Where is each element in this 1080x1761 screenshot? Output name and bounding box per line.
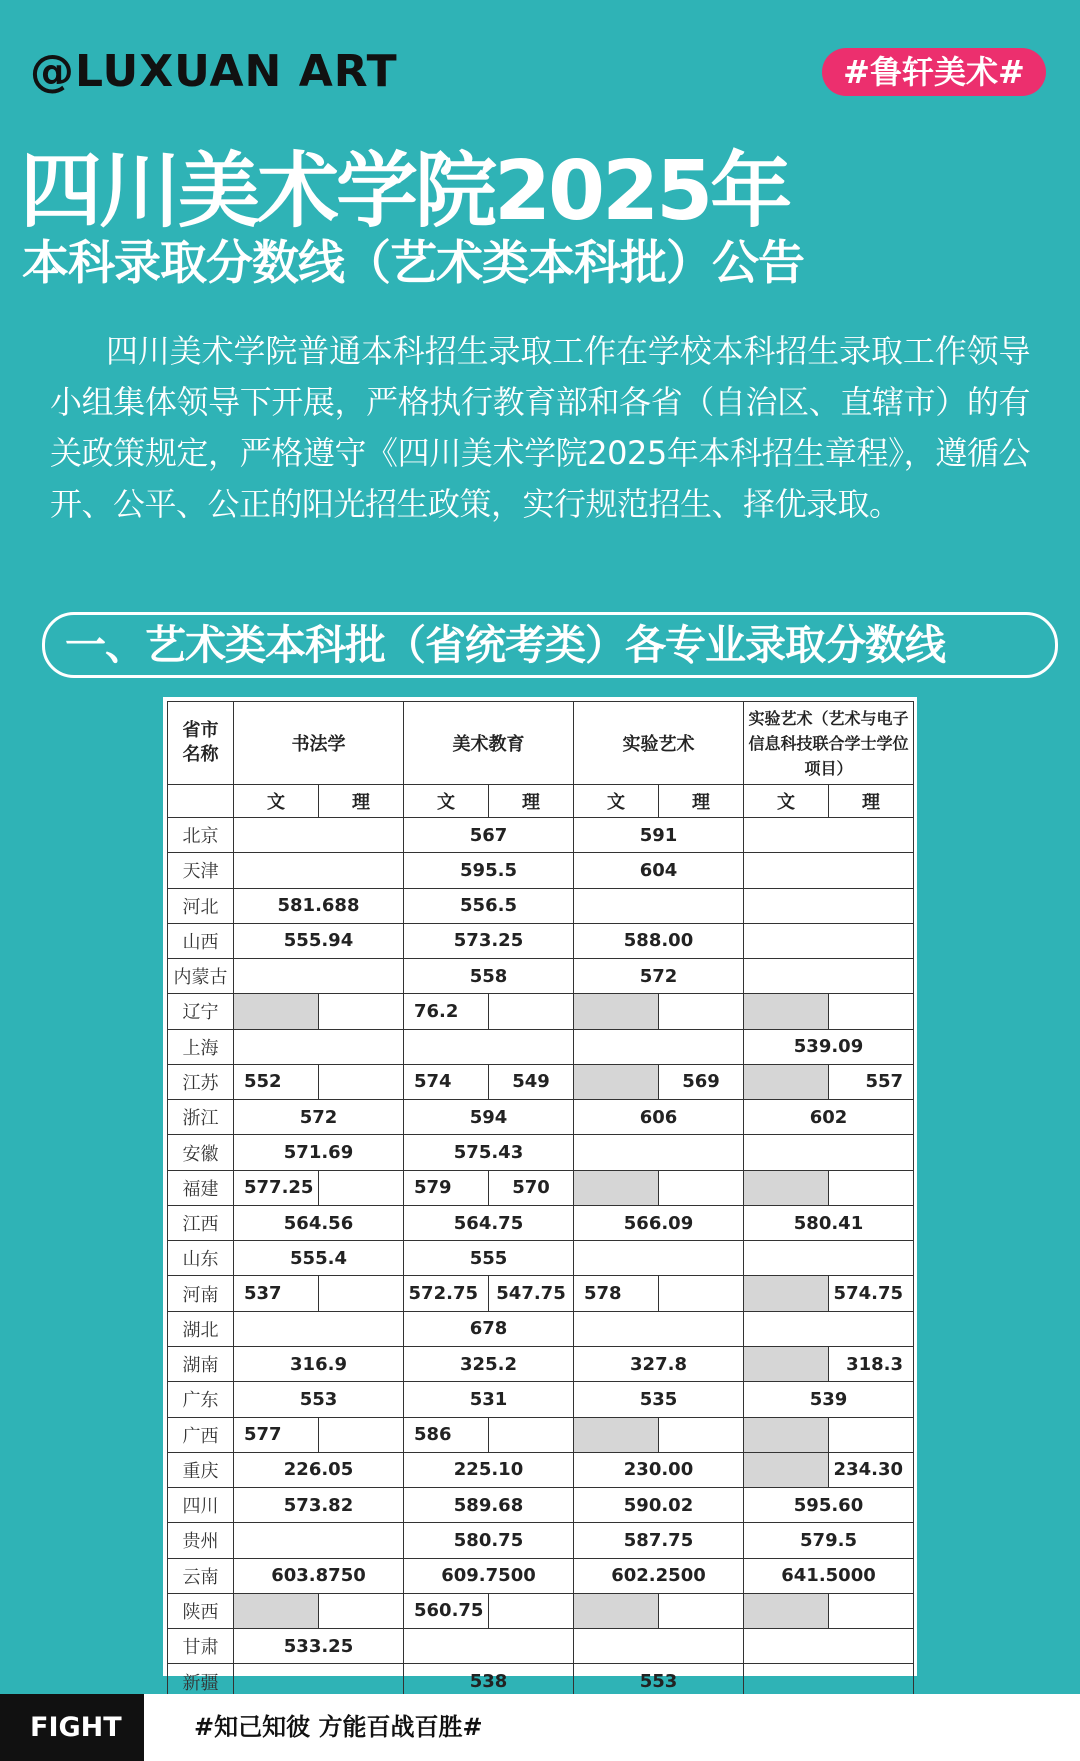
score-cell: 578 — [574, 1276, 659, 1311]
hashtag-badge: #鲁轩美术# — [822, 48, 1046, 96]
empty-cell — [744, 1311, 914, 1346]
table-row — [168, 1170, 914, 1205]
score-cell: 325.2 — [404, 1346, 574, 1381]
score-table — [167, 701, 914, 1700]
empty-cell — [744, 888, 914, 923]
major-header: 书法学 — [234, 702, 404, 785]
empty-cell — [744, 818, 914, 853]
table-row — [168, 1452, 914, 1487]
province-cell: 湖南 — [168, 1346, 234, 1381]
score-cell: 594 — [404, 1100, 574, 1135]
score-cell: 537 — [234, 1276, 319, 1311]
table-row — [168, 1417, 914, 1452]
score-cell: 316.9 — [234, 1346, 404, 1381]
empty-cell — [404, 1629, 574, 1664]
score-cell: 560.75 — [404, 1593, 489, 1628]
empty-cell — [489, 994, 574, 1029]
score-cell: 577 — [234, 1417, 319, 1452]
empty-cell — [489, 1417, 574, 1452]
empty-cell — [168, 785, 234, 818]
score-cell: 533.25 — [234, 1629, 404, 1664]
score-cell: 588.00 — [574, 923, 744, 958]
score-cell: 581.688 — [234, 888, 404, 923]
score-cell: 586 — [404, 1417, 489, 1452]
score-cell: 556.5 — [404, 888, 574, 923]
score-cell: 606 — [574, 1100, 744, 1135]
empty-cell — [659, 1417, 744, 1452]
score-cell: 225.10 — [404, 1452, 574, 1487]
empty-cell — [574, 1417, 659, 1452]
table-row — [168, 1241, 914, 1276]
empty-cell — [574, 1629, 744, 1664]
empty-cell — [829, 1593, 914, 1628]
empty-cell — [744, 1170, 829, 1205]
province-cell: 福建 — [168, 1170, 234, 1205]
sub-header-li: 理 — [319, 785, 404, 818]
corner-header: 省市名称 — [168, 702, 234, 785]
empty-cell — [744, 1593, 829, 1628]
footer-bar — [0, 1694, 1080, 1761]
empty-cell — [234, 1029, 404, 1064]
score-cell: 603.8750 — [234, 1558, 404, 1593]
score-cell: 555.4 — [234, 1241, 404, 1276]
score-cell: 580.41 — [744, 1205, 914, 1240]
empty-cell — [659, 994, 744, 1029]
province-cell: 山东 — [168, 1241, 234, 1276]
province-cell: 上海 — [168, 1029, 234, 1064]
score-cell: 641.5000 — [744, 1558, 914, 1593]
score-cell: 567 — [404, 818, 574, 853]
table-row — [168, 1135, 914, 1170]
score-cell: 566.09 — [574, 1205, 744, 1240]
province-cell: 辽宁 — [168, 994, 234, 1029]
empty-cell — [574, 1311, 744, 1346]
empty-cell — [404, 1029, 574, 1064]
score-cell: 535 — [574, 1382, 744, 1417]
province-cell: 四川 — [168, 1488, 234, 1523]
score-cell: 531 — [404, 1382, 574, 1417]
score-cell: 573.82 — [234, 1488, 404, 1523]
empty-cell — [659, 1593, 744, 1628]
score-cell: 595.60 — [744, 1488, 914, 1523]
score-cell: 564.75 — [404, 1205, 574, 1240]
table-row — [168, 1205, 914, 1240]
empty-cell — [744, 1276, 829, 1311]
table-row — [168, 1029, 914, 1064]
empty-cell — [319, 1417, 404, 1452]
sub-header-wen: 文 — [574, 785, 659, 818]
empty-cell — [319, 994, 404, 1029]
score-cell: 678 — [404, 1311, 574, 1346]
province-cell: 广西 — [168, 1417, 234, 1452]
table-row — [168, 1593, 914, 1628]
province-cell: 湖北 — [168, 1311, 234, 1346]
score-cell: 327.8 — [574, 1346, 744, 1381]
brand-handle: @LUXUAN ART — [30, 46, 398, 97]
score-cell: 555 — [404, 1241, 574, 1276]
score-cell: 76.2 — [404, 994, 489, 1029]
table-row — [168, 1382, 914, 1417]
score-cell: 595.5 — [404, 853, 574, 888]
province-cell: 河南 — [168, 1276, 234, 1311]
score-cell: 552 — [234, 1064, 319, 1099]
score-cell: 580.75 — [404, 1523, 574, 1558]
score-cell: 590.02 — [574, 1488, 744, 1523]
empty-cell — [574, 1241, 744, 1276]
empty-cell — [744, 853, 914, 888]
score-cell: 549 — [489, 1064, 574, 1099]
empty-cell — [744, 1346, 829, 1381]
empty-cell — [659, 1276, 744, 1311]
empty-cell — [574, 1593, 659, 1628]
score-cell: 564.56 — [234, 1205, 404, 1240]
score-cell: 547.75 — [489, 1276, 574, 1311]
empty-cell — [234, 818, 404, 853]
score-cell: 558 — [404, 959, 574, 994]
empty-cell — [234, 1523, 404, 1558]
empty-cell — [744, 1135, 914, 1170]
table-header-row — [168, 702, 914, 785]
empty-cell — [744, 1629, 914, 1664]
empty-cell — [744, 923, 914, 958]
empty-cell — [744, 1064, 829, 1099]
table-row — [168, 994, 914, 1029]
empty-cell — [659, 1170, 744, 1205]
province-cell: 云南 — [168, 1558, 234, 1593]
province-cell: 山西 — [168, 923, 234, 958]
sub-header-li: 理 — [659, 785, 744, 818]
province-cell: 河北 — [168, 888, 234, 923]
table-row — [168, 853, 914, 888]
empty-cell — [744, 959, 914, 994]
empty-cell — [574, 1029, 744, 1064]
empty-cell — [319, 1593, 404, 1628]
province-cell: 贵州 — [168, 1523, 234, 1558]
score-cell: 571.69 — [234, 1135, 404, 1170]
score-cell: 557 — [829, 1064, 914, 1099]
sub-header-wen: 文 — [404, 785, 489, 818]
empty-cell — [744, 1452, 829, 1487]
empty-cell — [234, 853, 404, 888]
province-cell: 江苏 — [168, 1064, 234, 1099]
empty-cell — [744, 1417, 829, 1452]
page-title: 四川美术学院2025年 — [20, 144, 790, 239]
province-cell: 江西 — [168, 1205, 234, 1240]
province-cell: 浙江 — [168, 1100, 234, 1135]
score-cell: 574 — [404, 1064, 489, 1099]
score-cell: 604 — [574, 853, 744, 888]
score-cell: 226.05 — [234, 1452, 404, 1487]
empty-cell — [574, 888, 744, 923]
empty-cell — [319, 1276, 404, 1311]
score-cell: 539 — [744, 1382, 914, 1417]
score-cell: 230.00 — [574, 1452, 744, 1487]
province-cell: 广东 — [168, 1382, 234, 1417]
empty-cell — [744, 1241, 914, 1276]
empty-cell — [829, 994, 914, 1029]
table-row — [168, 1346, 914, 1381]
province-cell: 甘肃 — [168, 1629, 234, 1664]
sub-header-li: 理 — [489, 785, 574, 818]
score-cell: 573.25 — [404, 923, 574, 958]
major-header: 实验艺术（艺术与电子信息科技联合学士学位项目） — [744, 702, 914, 785]
score-cell: 572 — [234, 1100, 404, 1135]
table-row — [168, 1276, 914, 1311]
score-cell: 538 — [404, 1664, 574, 1699]
table-row — [168, 818, 914, 853]
table-row — [168, 1100, 914, 1135]
table-row — [168, 1523, 914, 1558]
empty-cell — [234, 959, 404, 994]
table-row — [168, 1629, 914, 1664]
table-row — [168, 888, 914, 923]
score-cell: 553 — [234, 1382, 404, 1417]
province-cell: 新疆 — [168, 1664, 234, 1699]
empty-cell — [829, 1417, 914, 1452]
table-row — [168, 1558, 914, 1593]
score-cell: 575.43 — [404, 1135, 574, 1170]
sub-header-wen: 文 — [744, 785, 829, 818]
score-cell: 570 — [489, 1170, 574, 1205]
province-cell: 陕西 — [168, 1593, 234, 1628]
score-cell: 579 — [404, 1170, 489, 1205]
score-cell: 234.30 — [829, 1452, 914, 1487]
score-cell: 553 — [574, 1664, 744, 1699]
score-cell: 579.5 — [744, 1523, 914, 1558]
score-cell: 587.75 — [574, 1523, 744, 1558]
province-cell: 内蒙古 — [168, 959, 234, 994]
intro-paragraph: 四川美术学院普通本科招生录取工作在学校本科招生录取工作领导小组集体领导下开展，严格执行教育部和各省（自治区、直辖市）的有关政策规定，严格遵守《四川美术学院2025年本科招生章程》，遵循公开、公平、公正的阳光招生政策，实行规范招生、择优录取。 — [50, 332, 1030, 523]
score-cell: 609.7500 — [404, 1558, 574, 1593]
score-cell: 539.09 — [744, 1029, 914, 1064]
province-cell: 天津 — [168, 853, 234, 888]
score-cell: 589.68 — [404, 1488, 574, 1523]
empty-cell — [234, 994, 319, 1029]
empty-cell — [319, 1170, 404, 1205]
page-subtitle: 本科录取分数线（艺术类本科批）公告 — [22, 236, 804, 291]
score-cell: 572 — [574, 959, 744, 994]
province-cell: 重庆 — [168, 1452, 234, 1487]
empty-cell — [574, 1064, 659, 1099]
score-cell: 602.2500 — [574, 1558, 744, 1593]
table-subheader-row — [168, 785, 914, 818]
empty-cell — [319, 1064, 404, 1099]
empty-cell — [829, 1170, 914, 1205]
footer-label: FIGHT — [0, 1694, 144, 1761]
major-header: 美术教育 — [404, 702, 574, 785]
score-cell: 574.75 — [829, 1276, 914, 1311]
score-cell: 577.25 — [234, 1170, 319, 1205]
empty-cell — [574, 1170, 659, 1205]
empty-cell — [574, 994, 659, 1029]
table-row — [168, 1488, 914, 1523]
table-row — [168, 959, 914, 994]
major-header: 实验艺术 — [574, 702, 744, 785]
table-row — [168, 1311, 914, 1346]
province-cell: 安徽 — [168, 1135, 234, 1170]
footer-slogan: #知己知彼 方能百战百胜# — [194, 1713, 483, 1741]
empty-cell — [744, 994, 829, 1029]
score-cell: 318.3 — [829, 1346, 914, 1381]
table-row — [168, 923, 914, 958]
section-heading: 一、艺术类本科批（省统考类）各专业录取分数线 — [42, 612, 1058, 678]
empty-cell — [234, 1311, 404, 1346]
empty-cell — [234, 1593, 319, 1628]
empty-cell — [574, 1135, 744, 1170]
table-row — [168, 1064, 914, 1099]
score-cell: 569 — [659, 1064, 744, 1099]
empty-cell — [489, 1593, 574, 1628]
score-table-card — [163, 697, 917, 1694]
score-cell: 555.94 — [234, 923, 404, 958]
sub-header-li: 理 — [829, 785, 914, 818]
score-cell: 591 — [574, 818, 744, 853]
sub-header-wen: 文 — [234, 785, 319, 818]
province-cell: 北京 — [168, 818, 234, 853]
score-cell: 602 — [744, 1100, 914, 1135]
score-cell: 572.75 — [404, 1276, 489, 1311]
